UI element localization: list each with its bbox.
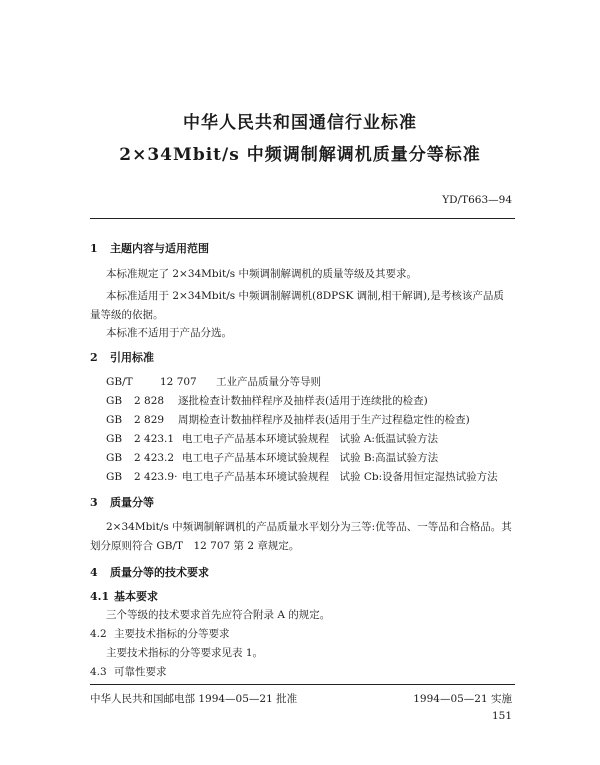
subsection-number: 4.2 [90, 628, 107, 640]
subsection-4-1-text: 三个等级的技术要求首先应符合附录 A 的规定。 [106, 609, 331, 621]
subsection-4-3-heading [90, 664, 167, 679]
reference-number: 12 707 [160, 376, 197, 388]
reference-item [106, 393, 428, 408]
section-1-para-2-line-1: 本标准适用于 2×34Mbit/s 中频调制解调机(8DPSK 调制,相干解调),是考核该产品质 [106, 290, 504, 302]
section-number: 4 [90, 566, 98, 579]
reference-title: 电工电子产品基本环境试验规程 试验 A:低温试验方法 [182, 433, 438, 445]
subsection-number: 4.3 [90, 666, 107, 678]
reference-code: GB [106, 452, 123, 464]
subsection-title: 基本要求 [114, 590, 158, 603]
reference-title: 周期检查计数抽样程序及抽样表(适用于生产过程稳定性的检查) [178, 414, 470, 426]
reference-title: 电工电子产品基本环境试验规程 试验 Cb:设备用恒定湿热试验方法 [182, 471, 498, 483]
reference-code: GB [106, 395, 123, 407]
subsection-4-2-heading [90, 626, 230, 641]
reference-item [106, 374, 321, 389]
section-3-line-2: 划分原则符合 GB/T 12 707 第 2 章规定。 [90, 540, 300, 552]
section-1-para-3: 本标准不适用于产品分选。 [106, 327, 232, 339]
reference-title: 逐批检查计数抽样程序及抽样表(适用于连续批的检查) [178, 395, 428, 407]
section-3-line-1: 2×34Mbit/s 中频调制解调机的产品质量水平划分为三等:优等品、一等品和合格品。其 [106, 521, 512, 533]
reference-title: 工业产品质量分等导则 [216, 376, 321, 388]
reference-item [106, 450, 438, 465]
reference-code: GB [106, 471, 123, 483]
section-number: 3 [90, 496, 98, 509]
title-line2: 2×34Mbit/s 中频调制解调机质量分等标准 [119, 145, 481, 165]
section-title: 质量分等 [110, 496, 154, 509]
reference-item [106, 431, 438, 446]
header-rule [90, 218, 515, 219]
implementation-date: 1994—05—21 实施 [413, 693, 512, 705]
section-2-heading [90, 349, 154, 365]
reference-code: GB/T [106, 376, 133, 388]
section-title: 主题内容与适用范围 [110, 242, 209, 255]
title-line1: 中华人民共和国通信行业标准 [183, 113, 417, 133]
section-number: 2 [90, 351, 98, 364]
page-number: 151 [491, 710, 512, 722]
standard-code: YD/T663—94 [442, 194, 512, 206]
reference-item [106, 469, 498, 484]
section-number: 1 [90, 242, 98, 255]
reference-number: 2 423.2 [134, 452, 175, 464]
reference-number: 2 828 [134, 395, 165, 407]
subsection-title: 主要技术指标的分等要求 [114, 628, 230, 640]
section-1-heading [90, 240, 209, 256]
reference-number: 2 423.9· [134, 471, 178, 483]
subsection-number: 4.1 [90, 590, 110, 603]
reference-code: GB [106, 414, 123, 426]
section-1-para-2-line-2: 量等级的依据。 [90, 309, 164, 321]
section-3-heading [90, 494, 154, 510]
footer-rule [90, 684, 515, 685]
reference-number: 2 829 [134, 414, 165, 426]
section-4-heading [90, 564, 209, 580]
section-title: 质量分等的技术要求 [110, 566, 209, 579]
reference-title: 电工电子产品基本环境试验规程 试验 B:高温试验方法 [182, 452, 439, 464]
section-1-para-1: 本标准规定了 2×34Mbit/s 中频调制解调机的质量等级及其要求。 [106, 268, 417, 280]
subsection-title: 可靠性要求 [114, 666, 167, 678]
approval-note: 中华人民共和国邮电部 1994—05—21 批准 [90, 693, 298, 705]
section-title: 引用标准 [110, 351, 154, 364]
subsection-4-2-text: 主要技术指标的分等要求见表 1。 [106, 647, 264, 659]
reference-item [106, 412, 470, 427]
subsection-4-1-heading [90, 588, 158, 604]
reference-code: GB [106, 433, 123, 445]
reference-number: 2 423.1 [134, 433, 175, 445]
